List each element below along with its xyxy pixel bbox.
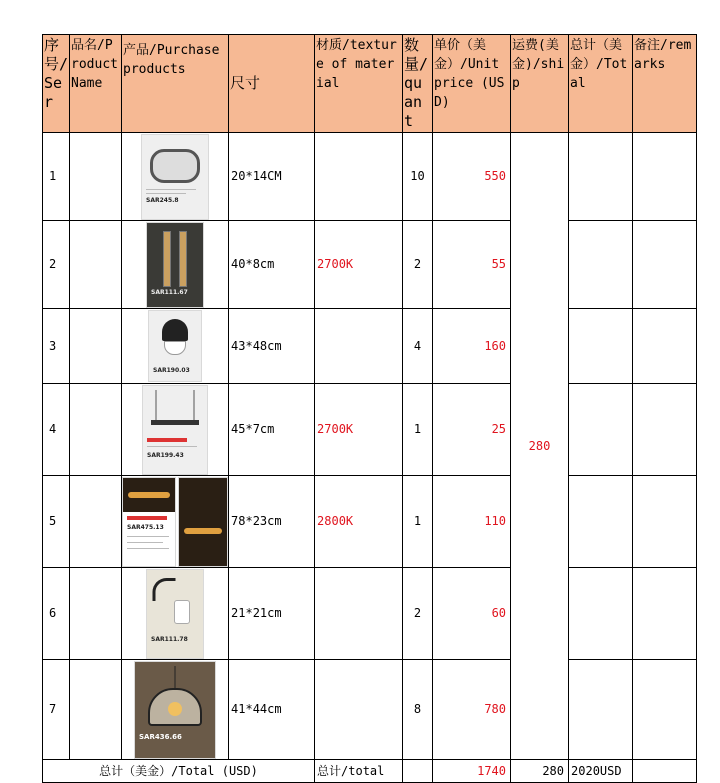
image-price: SAR199.43 bbox=[147, 451, 184, 459]
cell-total bbox=[569, 133, 633, 221]
cell-material bbox=[315, 568, 403, 660]
cell-unit-price: 160 bbox=[433, 309, 511, 384]
cell-product-name bbox=[70, 660, 122, 760]
table-row bbox=[43, 568, 697, 660]
cell-unit-price: 550 bbox=[433, 133, 511, 221]
image-price: SAR475.13 bbox=[127, 523, 164, 531]
footer-qty bbox=[403, 760, 433, 783]
cell-quantity: 1 bbox=[403, 476, 433, 568]
cell-product-image bbox=[122, 476, 229, 568]
image-price: SAR111.78 bbox=[151, 635, 188, 643]
cell-unit-price: 780 bbox=[433, 660, 511, 760]
cell-size: 78*23cm bbox=[229, 476, 315, 568]
cell-unit-price: 25 bbox=[433, 384, 511, 476]
cell-material: 2700K bbox=[315, 384, 403, 476]
header-shipping: 运费(美金)/ship bbox=[511, 35, 569, 133]
table-row bbox=[43, 476, 697, 568]
cell-remarks bbox=[633, 221, 697, 309]
cell-seq: 5 bbox=[43, 476, 70, 568]
image-price: SAR245.8 bbox=[146, 196, 179, 204]
footer-total-label: 总计（美金）/Total (USD) bbox=[43, 760, 315, 783]
image-price: SAR111.67 bbox=[151, 288, 188, 296]
cell-product-name bbox=[70, 133, 122, 221]
cell-seq: 6 bbox=[43, 568, 70, 660]
table-row bbox=[43, 221, 697, 309]
cell-product-image bbox=[122, 309, 229, 384]
cell-quantity: 2 bbox=[403, 568, 433, 660]
cell-product-image bbox=[122, 384, 229, 476]
table-row bbox=[43, 384, 697, 476]
cell-product-name bbox=[70, 384, 122, 476]
cell-product-name bbox=[70, 568, 122, 660]
cell-material bbox=[315, 133, 403, 221]
cell-material: 2700K bbox=[315, 221, 403, 309]
wall-lamp-icon bbox=[148, 310, 202, 382]
cell-total bbox=[569, 384, 633, 476]
footer-remarks bbox=[633, 760, 697, 783]
cell-material: 2800K bbox=[315, 476, 403, 568]
cell-size: 21*21cm bbox=[229, 568, 315, 660]
cell-material bbox=[315, 309, 403, 384]
footer-sum-shipping: 280 bbox=[511, 760, 569, 783]
cell-unit-price: 60 bbox=[433, 568, 511, 660]
cell-total bbox=[569, 568, 633, 660]
footer-sum-price: 1740 bbox=[433, 760, 511, 783]
cell-seq: 2 bbox=[43, 221, 70, 309]
bar-pendant-icon bbox=[122, 477, 228, 567]
header-purchase-products: 产品/Purchase products bbox=[122, 35, 229, 133]
image-price: SAR436.66 bbox=[139, 732, 182, 741]
cell-material bbox=[315, 660, 403, 760]
cell-product-name bbox=[70, 309, 122, 384]
cell-size: 45*7cm bbox=[229, 384, 315, 476]
header-remarks: 备注/remarks bbox=[633, 35, 697, 133]
cell-quantity: 4 bbox=[403, 309, 433, 384]
cell-unit-price: 110 bbox=[433, 476, 511, 568]
cell-total bbox=[569, 660, 633, 760]
cell-total bbox=[569, 476, 633, 568]
cell-product-image bbox=[122, 221, 229, 309]
linear-pendant-icon bbox=[142, 385, 208, 475]
cell-size: 20*14CM bbox=[229, 133, 315, 221]
cell-quantity: 2 bbox=[403, 221, 433, 309]
cell-remarks bbox=[633, 568, 697, 660]
header-size: 尺寸 bbox=[229, 35, 315, 133]
purchase-table bbox=[42, 34, 697, 783]
bulkhead-lamp-icon bbox=[141, 134, 209, 220]
header-material: 材质/texture of material bbox=[315, 35, 403, 133]
cell-remarks bbox=[633, 133, 697, 221]
cell-remarks bbox=[633, 476, 697, 568]
glass-pendant-icon bbox=[134, 661, 216, 759]
cell-product-image bbox=[122, 660, 229, 760]
cell-size: 41*44cm bbox=[229, 660, 315, 760]
cell-product-image bbox=[122, 568, 229, 660]
header-quantity: 数量/quant bbox=[403, 35, 433, 133]
sconce-icon bbox=[146, 569, 204, 659]
cell-shipping: 280 bbox=[511, 133, 569, 760]
table-row bbox=[43, 309, 697, 384]
header-seq: 序号/Ser bbox=[43, 35, 70, 133]
cell-seq: 4 bbox=[43, 384, 70, 476]
cell-seq: 7 bbox=[43, 660, 70, 760]
cell-product-image bbox=[122, 133, 229, 221]
header-product-name: 品名/Product Name bbox=[70, 35, 122, 133]
cell-quantity: 10 bbox=[403, 133, 433, 221]
cell-seq: 1 bbox=[43, 133, 70, 221]
cell-total bbox=[569, 309, 633, 384]
cell-remarks bbox=[633, 384, 697, 476]
footer-subtotal-label: 总计/total bbox=[315, 760, 403, 783]
table-row bbox=[43, 133, 697, 221]
cell-size: 43*48cm bbox=[229, 309, 315, 384]
total-row bbox=[43, 760, 697, 783]
cell-unit-price: 55 bbox=[433, 221, 511, 309]
header-total: 总计（美金）/Total bbox=[569, 35, 633, 133]
header-unit-price: 单价（美金）/Unit price (USD) bbox=[433, 35, 511, 133]
image-price: SAR190.03 bbox=[153, 367, 190, 374]
table-row bbox=[43, 660, 697, 760]
cell-remarks bbox=[633, 309, 697, 384]
cell-product-name bbox=[70, 221, 122, 309]
cell-quantity: 1 bbox=[403, 384, 433, 476]
cell-total bbox=[569, 221, 633, 309]
cell-size: 40*8cm bbox=[229, 221, 315, 309]
cell-remarks bbox=[633, 660, 697, 760]
cell-seq: 3 bbox=[43, 309, 70, 384]
tube-lamps-icon bbox=[146, 222, 204, 308]
cell-product-name bbox=[70, 476, 122, 568]
cell-quantity: 8 bbox=[403, 660, 433, 760]
footer-grand-total: 2020USD bbox=[569, 760, 633, 783]
